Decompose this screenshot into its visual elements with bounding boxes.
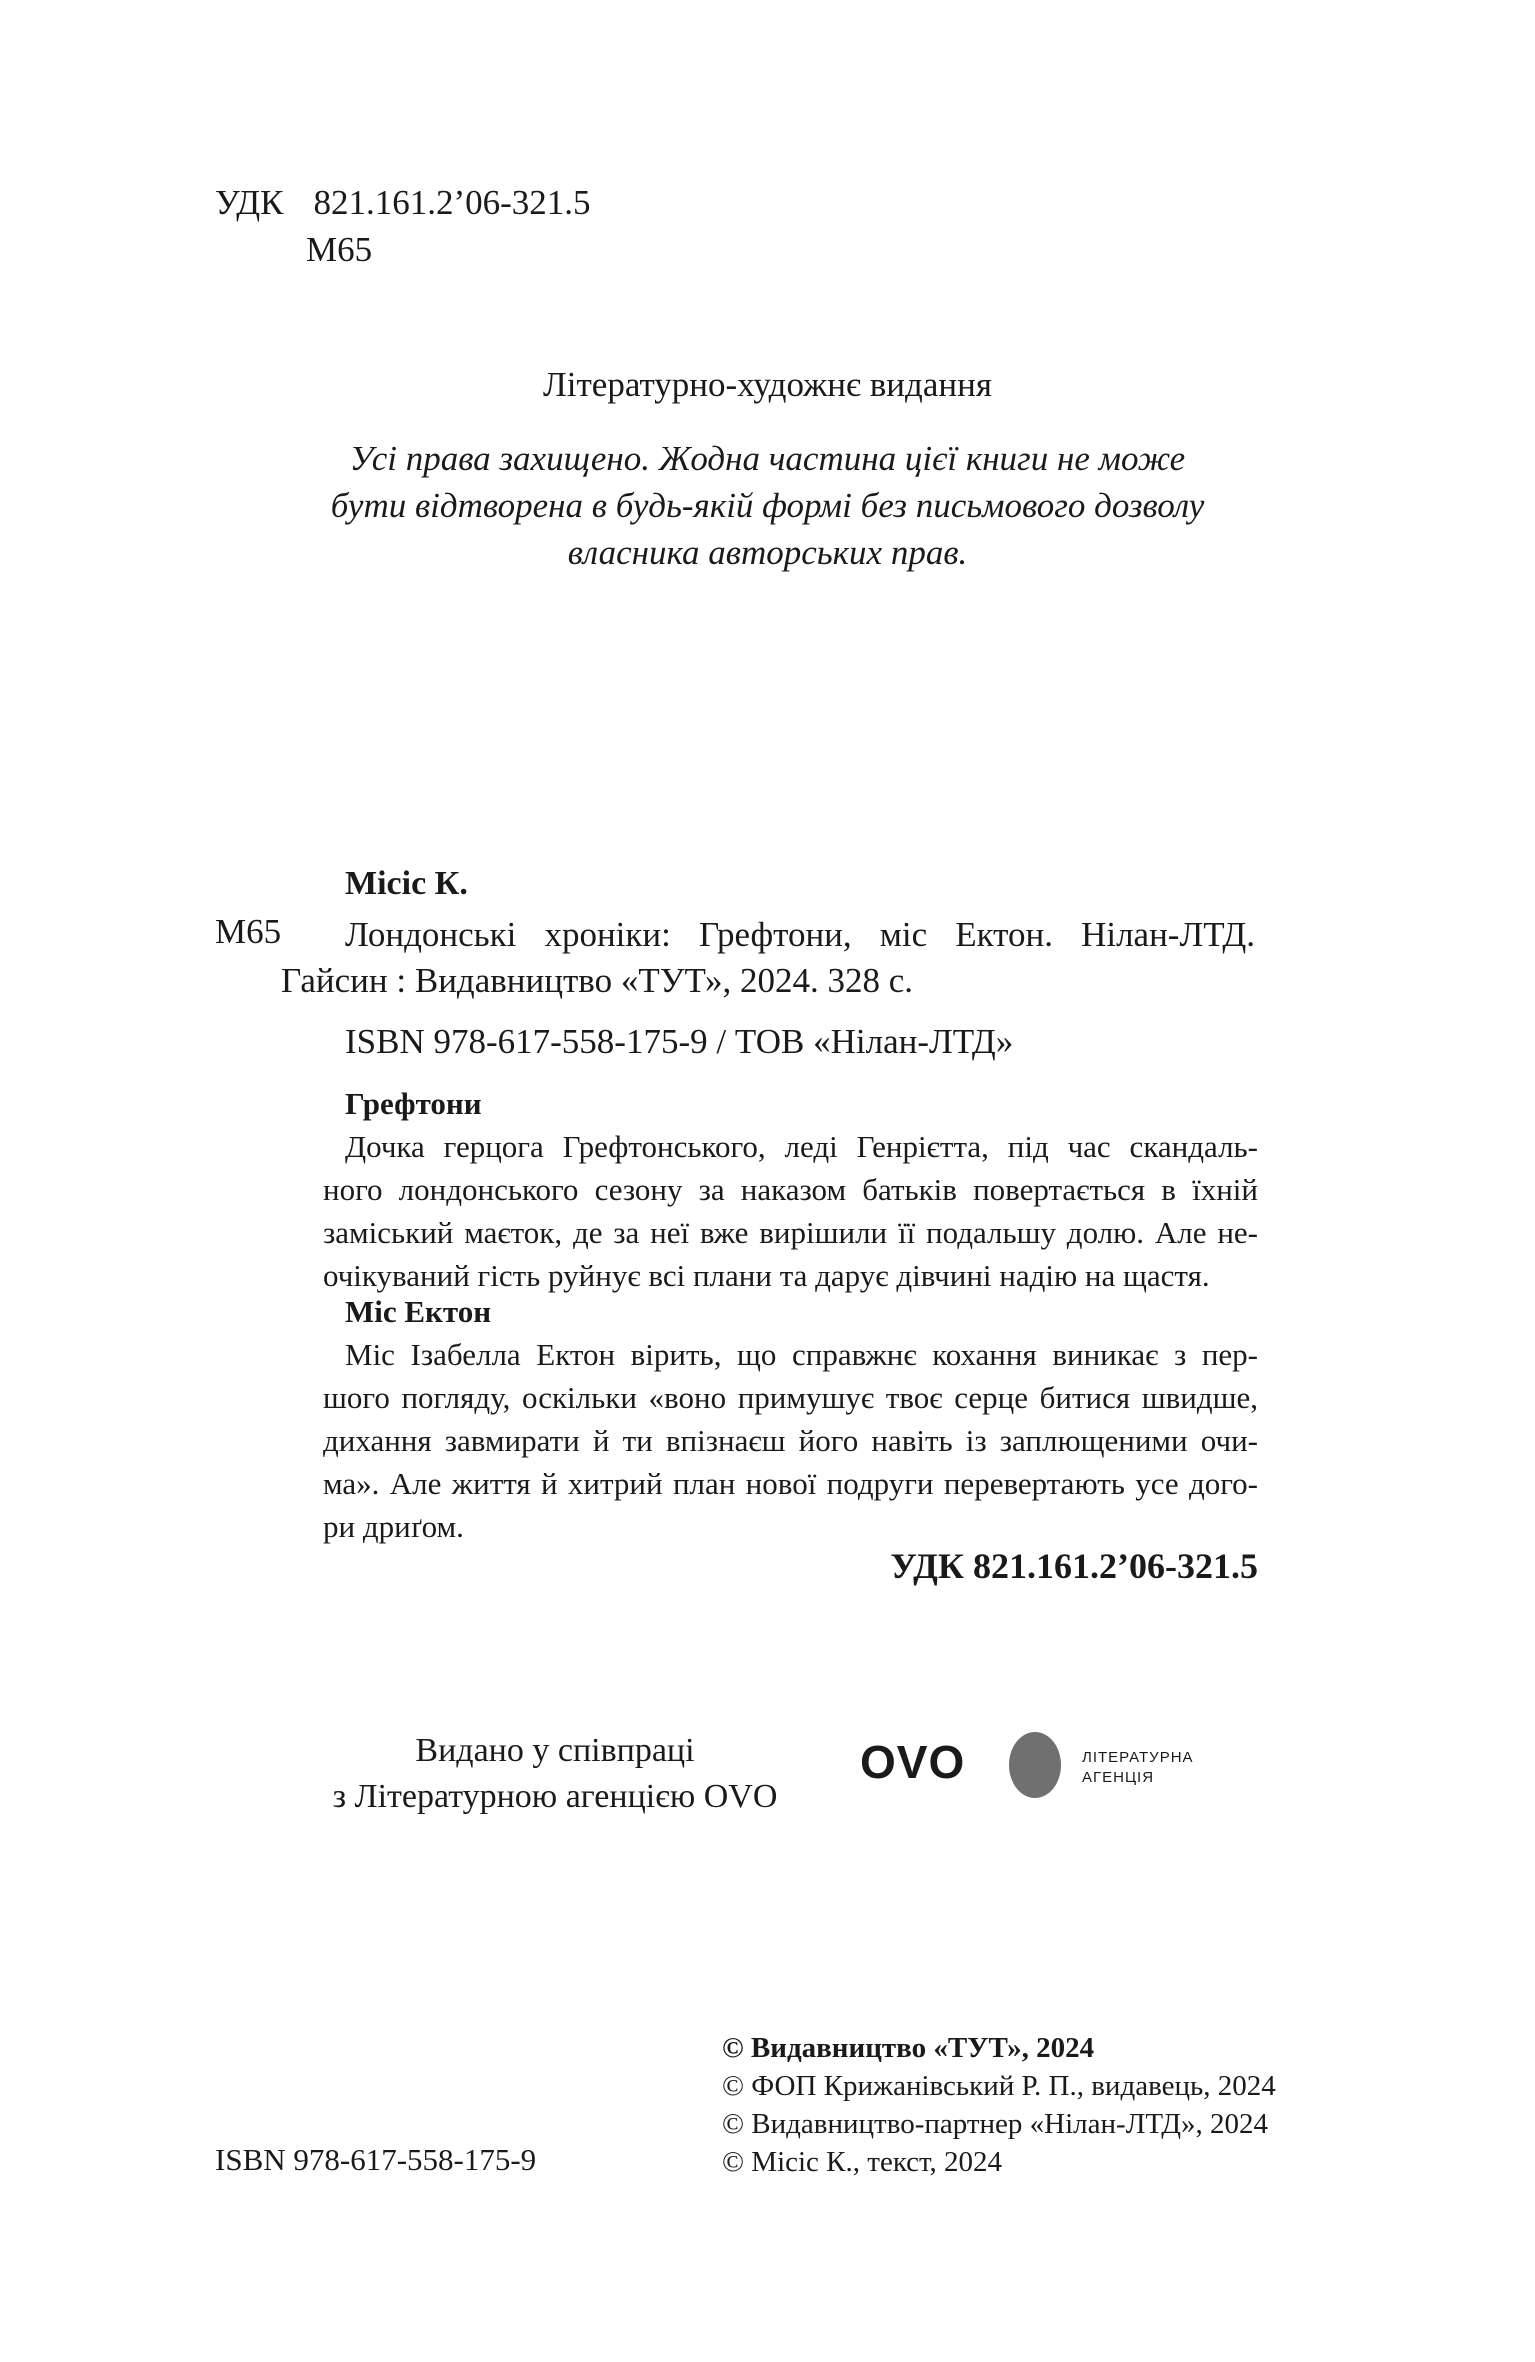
section-title: Грефтони [345, 1086, 482, 1121]
section-text [323, 1125, 1258, 1297]
egg-icon [1009, 1732, 1061, 1798]
isbn-bottom: ISBN 978-617-558-175-9 [215, 2142, 537, 2177]
catalog-line: Лондонські хроніки: Грефтони, міс Ектон. Нілан-ЛТД. [345, 915, 1255, 954]
udk-code: 821.161.2’06-321.5 [313, 183, 591, 222]
rights-line: бути відтворена в будь-якій формі без письмового дозволу [330, 486, 1205, 525]
udk-label: УДК [215, 183, 284, 222]
catalog-isbn: ISBN 978-617-558-175-9 / ТОВ «Нілан-ЛТД» [345, 1022, 1014, 1061]
catalog-description [281, 912, 1255, 1004]
section-text [323, 1333, 1258, 1548]
copyright-line: © ФОП Крижанівський Р. П., видавець, 2024 [722, 2070, 1276, 2102]
copyright-line: © Місіс К., текст, 2024 [722, 2146, 1003, 2178]
logo-caption-line: АГЕНЦІЯ [1082, 1769, 1155, 1786]
ovo-logo-graphic [860, 1728, 1220, 1798]
udk-header [215, 183, 591, 223]
edition-type: Літературно-художнє видання [543, 365, 992, 404]
annotation-section [323, 1082, 1258, 1297]
rights-line: власника авторських прав. [567, 533, 968, 572]
text-line: ного лондонського сезону за наказом батьків повертається в їхній [323, 1172, 1258, 1207]
cooperation-line: Видано у співпраці [415, 1732, 695, 1769]
section-title: Міс Ектон [345, 1294, 492, 1329]
text-line: заміський маєток, де за неї вже вирішили її подальшу долю. Але не- [323, 1215, 1258, 1250]
copyright-line: © Видавництво «ТУТ», 2024 [722, 2032, 1095, 2064]
text-line: очікуваний гість руйнує всі плани та дарує дівчині надію на щастя. [323, 1258, 1210, 1293]
logo-text: OVO [860, 1736, 966, 1788]
text-line: Дочка герцога Грефтонського, леді Генрієтта, під час скандаль- [345, 1129, 1258, 1164]
catalog-line: Гайсин : Видавництво «ТУТ», 2024. 328 с. [281, 961, 913, 1000]
catalog-code: М65 [215, 912, 282, 951]
rights-line: Усі права захищено. Жодна частина цієї книги не може [349, 439, 1186, 478]
cooperation-text [300, 1728, 810, 1820]
text-line: ма». Але життя й хитрий план нової подруги перевертають усе дого- [323, 1466, 1258, 1501]
annotation-section [323, 1290, 1258, 1548]
ovo-logo [860, 1728, 1220, 1798]
author-code: М65 [306, 230, 373, 269]
text-line: дихання завмирати й ти впізнаєш його навіть із заплющеними очи- [323, 1423, 1258, 1458]
copyright-block [722, 2029, 1276, 2181]
copyright-line: © Видавництво-партнер «Нілан-ЛТД», 2024 [722, 2108, 1269, 2140]
text-line: ри дриґом. [323, 1509, 464, 1544]
text-line: Міс Ізабелла Ектон вірить, що справжнє кохання виникає з пер- [345, 1337, 1258, 1372]
rights-notice [0, 435, 1535, 576]
cooperation-line: з Літературною агенцією OVO [332, 1778, 778, 1815]
catalog-author: Місіс К. [345, 865, 468, 902]
logo-caption-line: ЛІТЕРАТУРНА [1082, 1749, 1194, 1766]
udk-bold: УДК 821.161.2’06-321.5 [890, 1546, 1258, 1586]
text-line: шого погляду, оскільки «воно примушує твоє серце битися швидше, [323, 1380, 1258, 1415]
